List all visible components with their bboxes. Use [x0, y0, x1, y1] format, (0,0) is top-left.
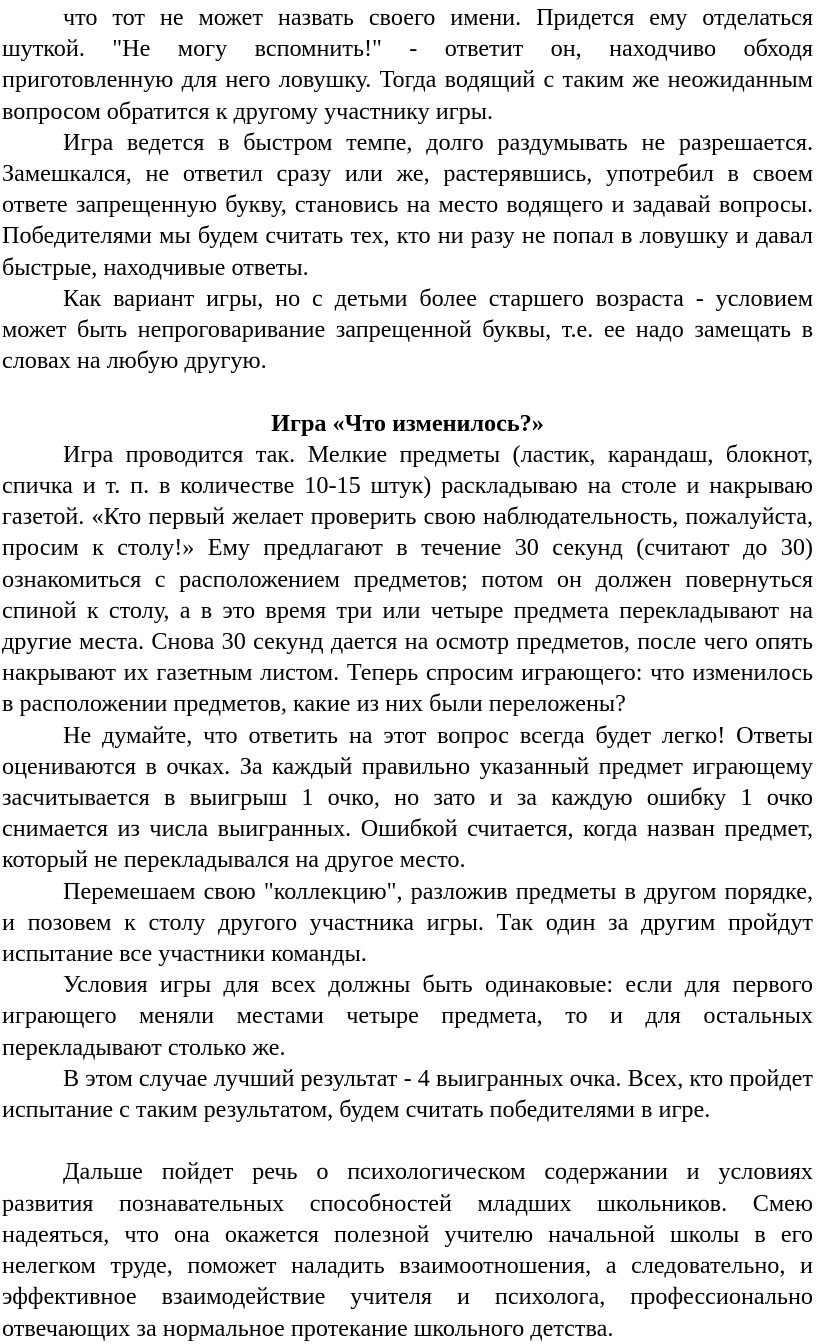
paragraph-best-result: В этом случае лучший результат - 4 выигранных очка. Всех, кто пройдет испытание с таким результатом, будем считать победителями в игре.	[2, 1064, 813, 1124]
paragraph-game-variant: Как вариант игры, но с детьми более старшего возраста - условием может быть непроговаривание запрещенной буквы, т.е. ее надо замещать в словах на любую другую.	[2, 284, 813, 375]
section-heading: Игра «Что изменилось?»	[271, 409, 544, 437]
blank-line	[2, 376, 813, 407]
paragraph-equal-conditions: Условия игры для всех должны быть одинаковые: если для первого играющего меняли местами четыре предмета, то и для остальных перекладывают столько же.	[2, 971, 813, 1061]
blank-line	[2, 1125, 813, 1156]
paragraph-riddle-end: что тот не может назвать своего имени. Придется ему отделаться шуткой. "Не могу вспомнить!" - ответит он, находчиво обходя приготовленную для него ловушку. Тогда водящий с таким же неожиданным вопросом обратится к другому участнику игры.	[2, 4, 813, 125]
paragraph-scoring: Не думайте, что ответить на этот вопрос всегда будет легко! Ответы оцениваются в очках. За каждый правильно указанный предмет играющему засчитывается в выигрыш 1 очко, но зато и за каждую ошибку 1 очко снимается из числа выигранных. Ошибкой считается, когда назван предмет, который не перекладывался на другое место.	[2, 721, 813, 874]
paragraph-game-pace: Игра ведется в быстром темпе, долго раздумывать не разрешается. Замешкался, не ответил сразу или же, растерявшись, употребил в своем ответе запрещенную букву, становись на место водящего и задавай вопросы. Победителями мы будем считать тех, кто ни разу не попал в ловушку и давал быстрые, находчивые ответы.	[2, 128, 813, 281]
paragraph-game-rules: Игра проводится так. Мелкие предметы (ластик, карандаш, блокнот, спичка и т. п. в количестве 10-15 штук) раскладываю на столе и накрываю газетой. «Кто первый желает проверить свою наблюдательность, пожалуйста, просим к столу!» Ему предлагают в течение 30 секунд (считают до 30) ознакомиться с расположением предметов; потом он должен повернуться спиной к столу, а в это время три или четыре предмета перекладывают на другие места. Снова 30 секунд дается на осмотр предметов, после чего опять накрывают их газетным листом. Теперь спросим играющего: что изменилось в расположении предметов, какие из них были переложены?	[2, 440, 813, 718]
paragraph-next-player: Перемешаем свою "коллекцию", разложив предметы в другом порядке, и позовем к столу другого участника игры. Так один за другим пройдут испытание все участники команды.	[2, 877, 813, 968]
paragraph-closing: Дальше пойдет речь о психологическом содержании и условиях развития познавательных способностей младших школьников. Смею надеяться, что она окажется полезной учителю начальной школы в его нелегком труде, поможет наладить взаимоотношения, а следовательно, и эффективное взаимодействие учителя и психолога, профессионально отвечающих за нормальное протекание школьного детства.	[2, 1158, 813, 1342]
